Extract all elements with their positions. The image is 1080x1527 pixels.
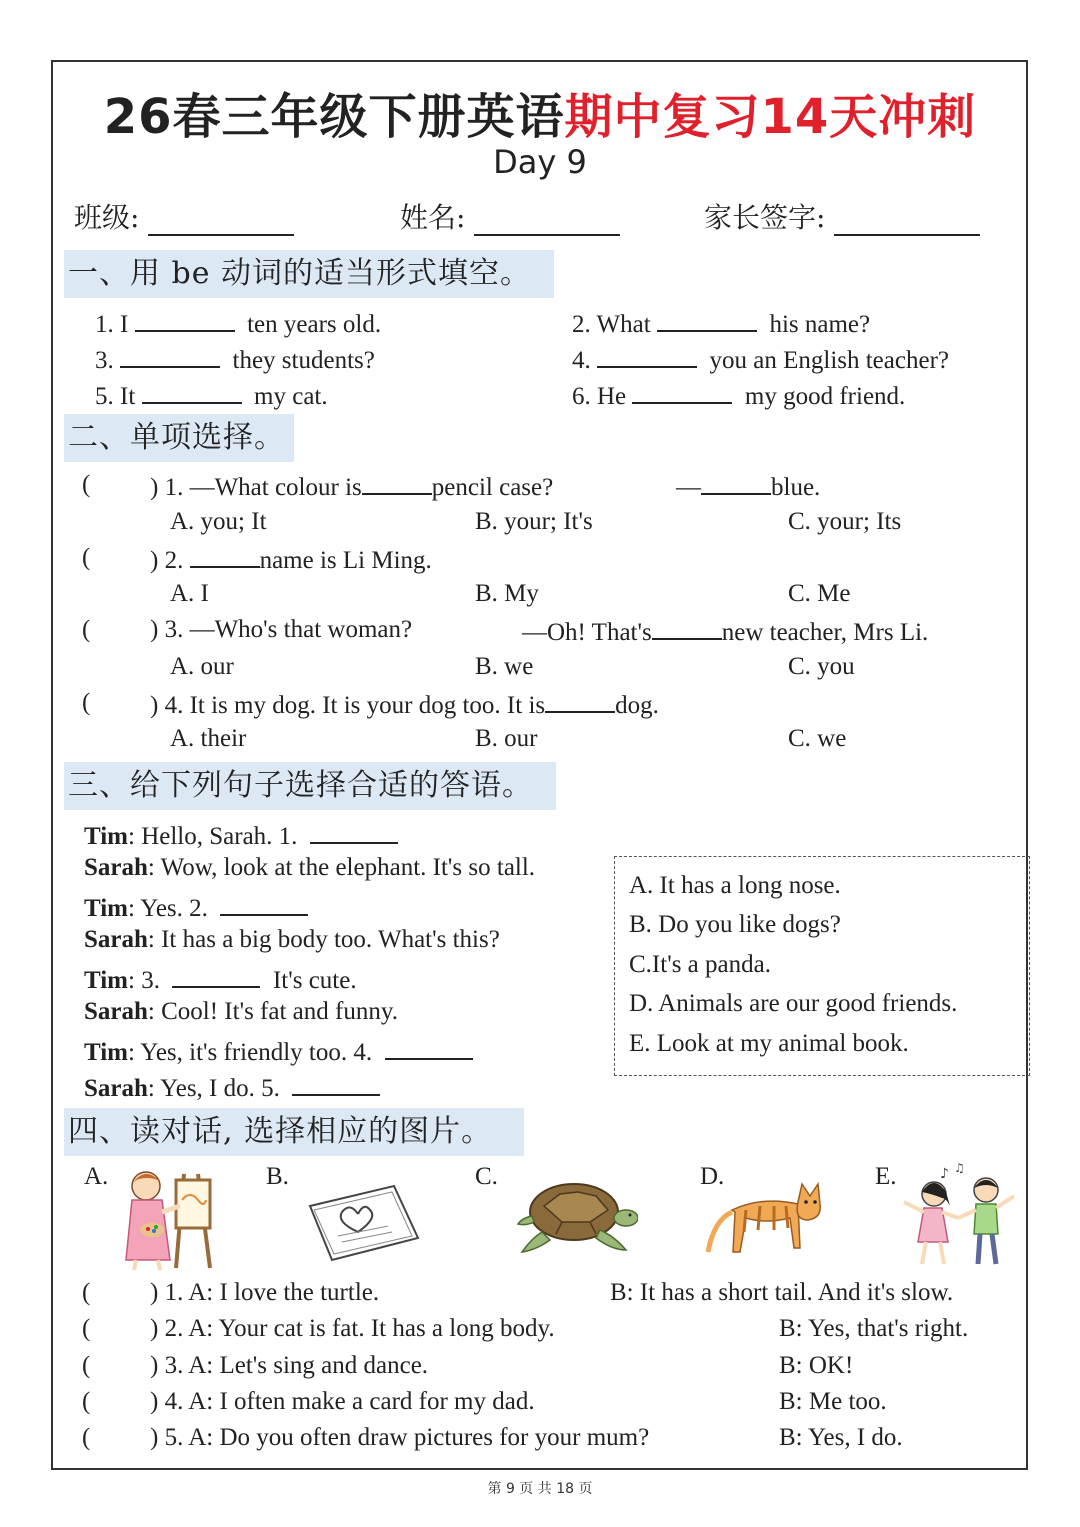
svg-text:♫: ♫ [954,1161,965,1175]
option-d: D. Animals are our good friends. [629,990,958,1017]
s4-q5-b: B: Yes, I do. [779,1424,903,1451]
dialogue-line-1: Tim: Hello, Sarah. 1. [84,818,398,851]
s4-q2-a: ) 2. A: Your cat is fat. It has a long body. [150,1315,555,1342]
s4-q1-paren[interactable]: ( [82,1279,91,1306]
option-a: A. It has a long nose. [629,872,841,899]
s1-item-3: 3. they students? [95,342,375,375]
signature-input-line[interactable] [834,204,980,236]
page-footer: 第 9 页 共 18 页 [487,1481,593,1497]
s4-q3-b: B: OK! [779,1352,854,1379]
s2-q3: ) 3. —Who's that woman? [150,616,413,643]
s2-q2-opt-a: A. I [170,580,209,607]
dialogue-line-5: Tim: 3. It's cute. [84,962,357,995]
s4-q1-b: B: It has a short tail. And it's slow. [610,1279,954,1306]
parent-signature-field: 家长签字: [704,196,980,236]
option-b: B. Do you like dogs? [629,911,841,938]
option-e: E. Look at my animal book. [629,1030,909,1057]
girl-painting-picture [118,1160,218,1272]
s4-q2-paren[interactable]: ( [82,1315,91,1342]
s4-q4-b: B: Me too. [779,1388,887,1415]
turtle-picture [516,1176,638,1260]
page-title: 26春三年级下册英语期中复习14天冲刺 [103,89,977,145]
dialogue-line-3: Tim: Yes. 2. [84,890,308,923]
s2-q1-opt-c: C. your; Its [788,508,902,535]
s4-q3-paren[interactable]: ( [82,1352,91,1379]
pic-label-c: C. [475,1163,498,1190]
s2-q3-paren[interactable]: ( [82,616,91,643]
s4-q3-a: ) 3. A: Let's sing and dance. [150,1352,429,1379]
pic-label-b: B. [266,1163,289,1190]
s2-q3-opt-a: A. our [170,653,234,680]
class-field: 班级: [74,196,294,236]
name-input-line[interactable] [474,204,620,236]
section3-heading: 三、给下列句子选择合适的答语。 [64,762,556,810]
section2-heading: 二、单项选择。 [64,414,294,462]
class-input-line[interactable] [148,204,294,236]
s2-q2-opt-c: C. Me [788,580,851,607]
s2-q2-opt-b: B. My [475,580,539,607]
s2-q3-opt-c: C. you [788,653,855,680]
dialogue-line-7: Tim: Yes, it's friendly too. 4. [84,1034,473,1067]
section4-heading: 四、读对话, 选择相应的图片。 [64,1108,524,1156]
s1-item-4: 4. you an English teacher? [572,342,949,375]
s4-q4-paren[interactable]: ( [82,1388,91,1415]
name-field: 姓名: [400,196,620,236]
dialogue-line-2: Sarah: Wow, look at the elephant. It's so tall. [84,854,536,881]
pic-label-a: A. [84,1163,109,1190]
s2-q3-opt-b: B. we [475,653,534,680]
s2-q4-opt-c: C. we [788,725,847,752]
singing-dancing-picture [896,1160,1022,1272]
s2-q1: ) 1. —What colour is pencil case? [150,471,553,502]
cat-picture [702,1172,830,1262]
svg-text:♪: ♪ [940,1166,949,1182]
s4-q5-a: ) 5. A: Do you often draw pictures for your mum? [150,1424,650,1451]
day-label: Day 9 [493,143,587,181]
greeting-card-picture [298,1180,424,1264]
dialogue-line-8: Sarah: Yes, I do. 5. [84,1070,380,1103]
s2-q1-opt-b: B. your; It's [475,508,593,535]
s4-q4-a: ) 4. A: I often make a card for my dad. [150,1388,535,1415]
s2-q4-opt-a: A. their [170,725,247,752]
s2-q4: ) 4. It is my dog. It is your dog too. It is dog. [150,689,659,720]
option-c: C.It's a panda. [629,951,771,978]
s2-q1-opt-a: A. you; It [170,508,267,535]
s2-q2-paren[interactable]: ( [82,544,91,571]
pic-label-d: D. [700,1163,725,1190]
s1-item-5: 5. It my cat. [95,378,328,411]
section1-heading: 一、用 be 动词的适当形式填空。 [64,250,554,298]
dialogue-line-6: Sarah: Cool! It's fat and funny. [84,998,398,1025]
s2-q4-opt-b: B. our [475,725,538,752]
s2-q4-paren[interactable]: ( [82,689,91,716]
s4-q2-b: B: Yes, that's right. [779,1315,969,1342]
s4-q5-paren[interactable]: ( [82,1424,91,1451]
s4-q1-a: ) 1. A: I love the turtle. [150,1279,380,1306]
s1-item-2: 2. What his name? [572,306,870,339]
dialogue-line-4: Sarah: It has a big body too. What's this? [84,926,500,953]
s2-q1-reply: — blue. [676,471,820,502]
s1-item-6: 6. He my good friend. [572,378,905,411]
pic-label-e: E. [875,1163,897,1190]
s1-item-1: 1. I ten years old. [95,306,381,339]
s2-q3-reply: —Oh! That's new teacher, Mrs Li. [522,616,928,647]
s2-q1-paren[interactable]: ( [82,471,91,498]
s2-q2: ) 2. name is Li Ming. [150,544,432,575]
